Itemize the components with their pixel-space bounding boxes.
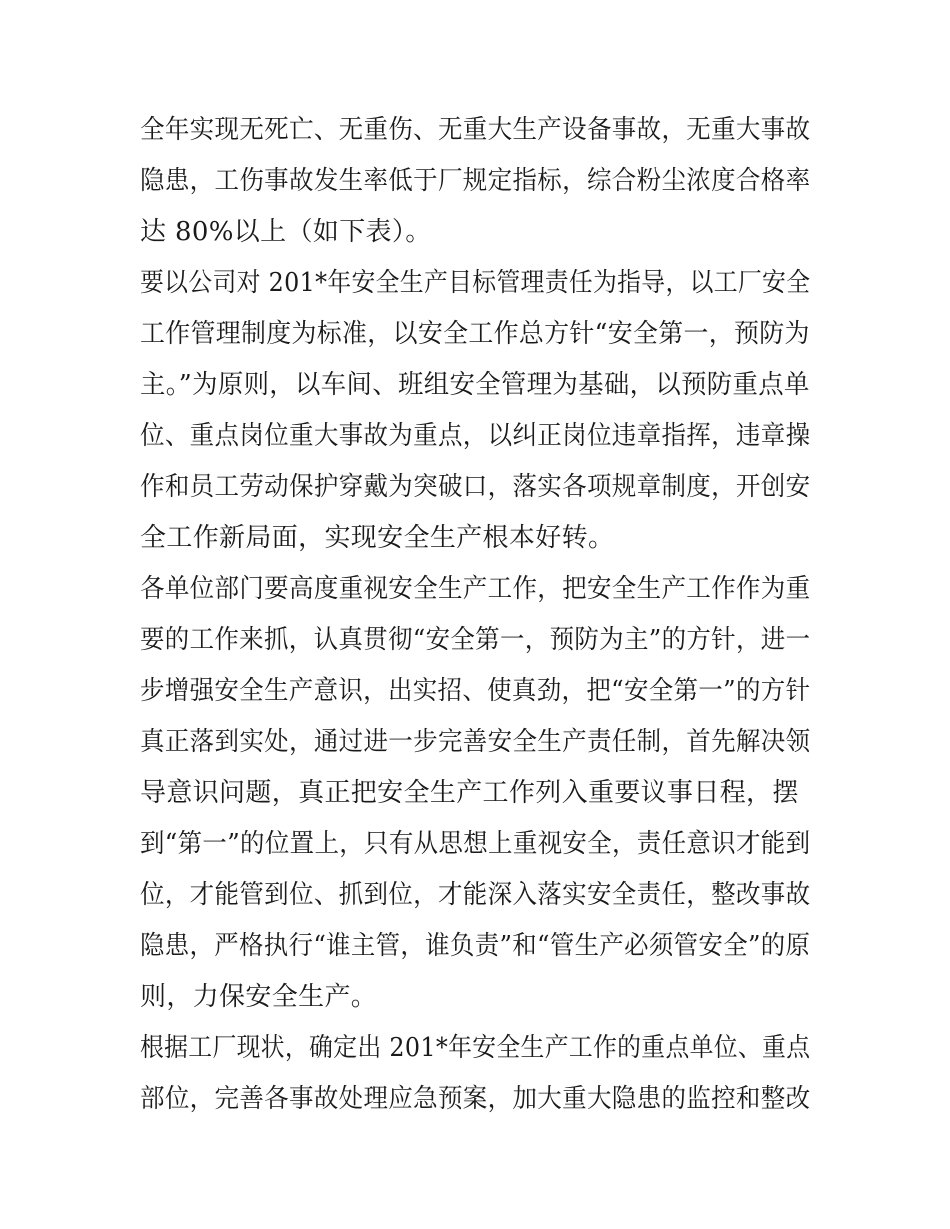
text-line: 根据工厂现状，确定出 201*年安全生产工作的重点单位、重点 bbox=[140, 1033, 811, 1063]
text-line: 真正落到实处，通过进一步完善安全生产责任制，首先解决领 bbox=[140, 727, 811, 757]
text-line: 要的工作来抓，认真贯彻“安全第一，预防为主”的方针，进一 bbox=[140, 625, 811, 655]
text-line: 部位，完善各事故处理应急预案，加大重大隐患的监控和整改 bbox=[140, 1084, 811, 1114]
text-line: 全年实现无死亡、无重伤、无重大生产设备事故，无重大事故 bbox=[140, 115, 811, 145]
text-line: 主。”为原则，以车间、班组安全管理为基础，以预防重点单 bbox=[140, 370, 810, 400]
text-line: 作和员工劳动保护穿戴为突破口，落实各项规章制度，开创安 bbox=[140, 472, 811, 502]
text-line: 位、重点岗位重大事故为重点，以纠正岗位违章指挥，违章操 bbox=[140, 421, 811, 451]
text-line: 全工作新局面，实现安全生产根本好转。 bbox=[140, 523, 615, 553]
text-line: 工作管理制度为标准，以安全工作总方针“安全第一，预防为 bbox=[140, 319, 810, 349]
text-line: 隐患，工伤事故发生率低于厂规定指标，综合粉尘浓度合格率 bbox=[140, 166, 811, 196]
text-line: 则，力保安全生产。 bbox=[140, 982, 378, 1012]
text-line: 步增强安全生产意识，出实招、使真劲，把“安全第一”的方针 bbox=[140, 676, 811, 706]
text-line: 到“第一”的位置上，只有从思想上重视安全，责任意识才能到 bbox=[140, 829, 811, 859]
text-line: 要以公司对 201*年安全生产目标管理责任为指导，以工厂安全 bbox=[140, 268, 811, 298]
text-line: 隐患，严格执行“谁主管，谁负责”和“管生产必须管安全”的原 bbox=[140, 931, 811, 961]
text-line: 位，才能管到位、抓到位，才能深入落实安全责任，整改事故 bbox=[140, 880, 811, 910]
text-line: 达 80%以上（如下表）。 bbox=[140, 217, 432, 247]
text-line: 各单位部门要高度重视安全生产工作，把安全生产工作作为重 bbox=[140, 574, 811, 604]
text-line: 导意识问题，真正把安全生产工作列入重要议事日程，摆 bbox=[140, 778, 799, 808]
